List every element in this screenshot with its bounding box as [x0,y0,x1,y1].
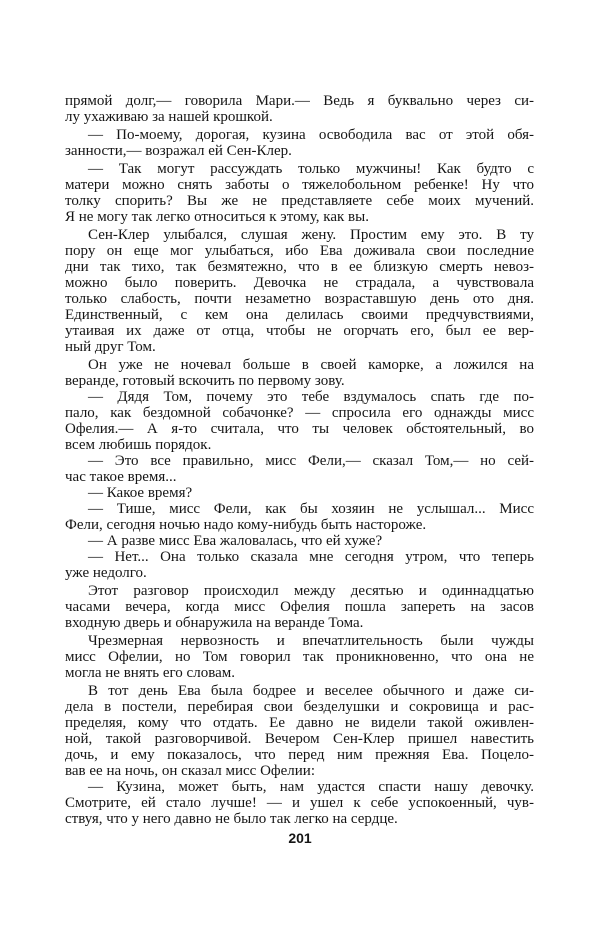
text-line: матери можно снять заботы о тяжелобольном ребенке! Ну что [65,177,534,193]
paragraph [65,389,534,453]
paragraph [65,533,534,549]
text-line: дочь, и ему показалось, что перед ним прежняя Ева. Поцело- [65,747,534,763]
text-line: — Это все правильно, мисс Фели,— сказал Том,— но сей- [88,453,534,469]
paragraph [65,161,534,225]
paragraph [65,485,534,501]
text-line: часами вечера, когда мисс Офелия пошла запереть на засов [65,599,534,615]
paragraph [65,683,534,779]
paragraph [65,583,534,631]
text-line: толку спорить? Вы же не представляете себе моих мучений. [65,193,534,209]
text-line: веранде, готовый вскочить по первому зову. [65,373,345,389]
text-line: Офелия.— А я-то считала, что ты человек обстоятельный, во [65,421,534,437]
paragraph [65,93,534,125]
text-line: — Так могут рассуждать только мужчины! Как будто с [88,161,534,177]
text-line: Единственный, с кем она делилась своими предчувствиями, [65,307,534,323]
text-line: Я не могу так легко относиться к этому, как вы. [65,209,369,225]
text-line: лу ухаживаю за нашей крошкой. [65,109,273,125]
text-line: Чрезмерная нервозность и впечатлительность были чужды [88,633,534,649]
text-line: ствуя, что у него давно не было так легко на сердце. [65,811,398,827]
text-line: могла не внять его словам. [65,665,235,681]
text-line: мисс Офелии, но Том говорил так проникновенно, что она не [65,649,534,665]
page-body [65,93,534,827]
paragraph [65,453,534,485]
paragraph [65,357,534,389]
text-line: — Тише, мисс Фели, как бы хозяин не услышал... Мисс [88,501,534,517]
text-line: входную дверь и обнаружила на веранде Тома. [65,615,364,631]
paragraph [65,633,534,681]
text-line: пало, как бездомной собачонке? — спросила его однажды мисс [65,405,534,421]
text-line: только слабость, почти незаметно возраставшую день ото дня. [65,291,534,307]
text-line: пору он еще мог улыбаться, ибо Ева доживала свои последние [65,243,534,259]
text-line: дни так тихо, так безмятежно, что в ее близкую смерть невоз- [65,259,534,275]
text-line: Этот разговор происходил между десятью и одиннадцатью [88,583,534,599]
text-line: В тот день Ева была бодрее и веселее обычного и даже си- [88,683,534,699]
paragraph [65,127,534,159]
text-line: прямой долг,— говорила Мари.— Ведь я буквально через си- [65,93,534,109]
text-line: ный друг Том. [65,339,156,355]
text-line: Смотрите, ей стало лучше! — и ушел к себе успокоенный, чув- [65,795,534,811]
text-line: — Какое время? [88,485,193,501]
text-line: ной, такой разговорчивой. Вечером Сен-Клер пришел навестить [65,731,534,747]
text-line: Фели, сегодня ночью надо кому-нибудь быть настороже. [65,517,427,533]
text-line: уже недолго. [65,565,147,581]
paragraph [65,779,534,827]
text-line: — По-моему, дорогая, кузина освободила вас от этой обя- [88,127,534,143]
paragraph [65,227,534,355]
text-line: — Кузина, может быть, нам удастся спасти нашу девочку. [88,779,534,795]
text-line: дела в постели, перебирая свои безделушки и сокровища и рас- [65,699,534,715]
paragraph [65,501,534,533]
text-line: Он уже не ночевал больше в своей каморке, а ложился на [88,357,534,373]
text-line: пределяя, кому что отдать. Ее давно не видели такой оживлен- [65,715,534,731]
text-line: — Нет... Она только сказала мне сегодня утром, что теперь [88,549,534,565]
paragraph [65,549,534,581]
text-line: — А разве мисс Ева жаловалась, что ей хуже? [88,533,383,549]
text-line: — Дядя Том, почему это тебе вздумалось спать где по- [88,389,534,405]
text-line: можно было поверить. Девочка не страдала, а чувствовала [65,275,534,291]
text-line: Сен-Клер улыбался, слушая жену. Простим ему это. В ту [88,227,534,243]
text-line: час такое время... [65,469,177,485]
text-line: вав ее на ночь, он сказал мисс Офелии: [65,763,316,779]
page-number: 201 [288,830,312,846]
text-line: занности,— возражал ей Сен-Клер. [65,143,292,159]
text-line: всем любишь порядок. [65,437,212,453]
text-line: утаивая их даже от отца, чтобы не огорчать его, был ее вер- [65,323,534,339]
